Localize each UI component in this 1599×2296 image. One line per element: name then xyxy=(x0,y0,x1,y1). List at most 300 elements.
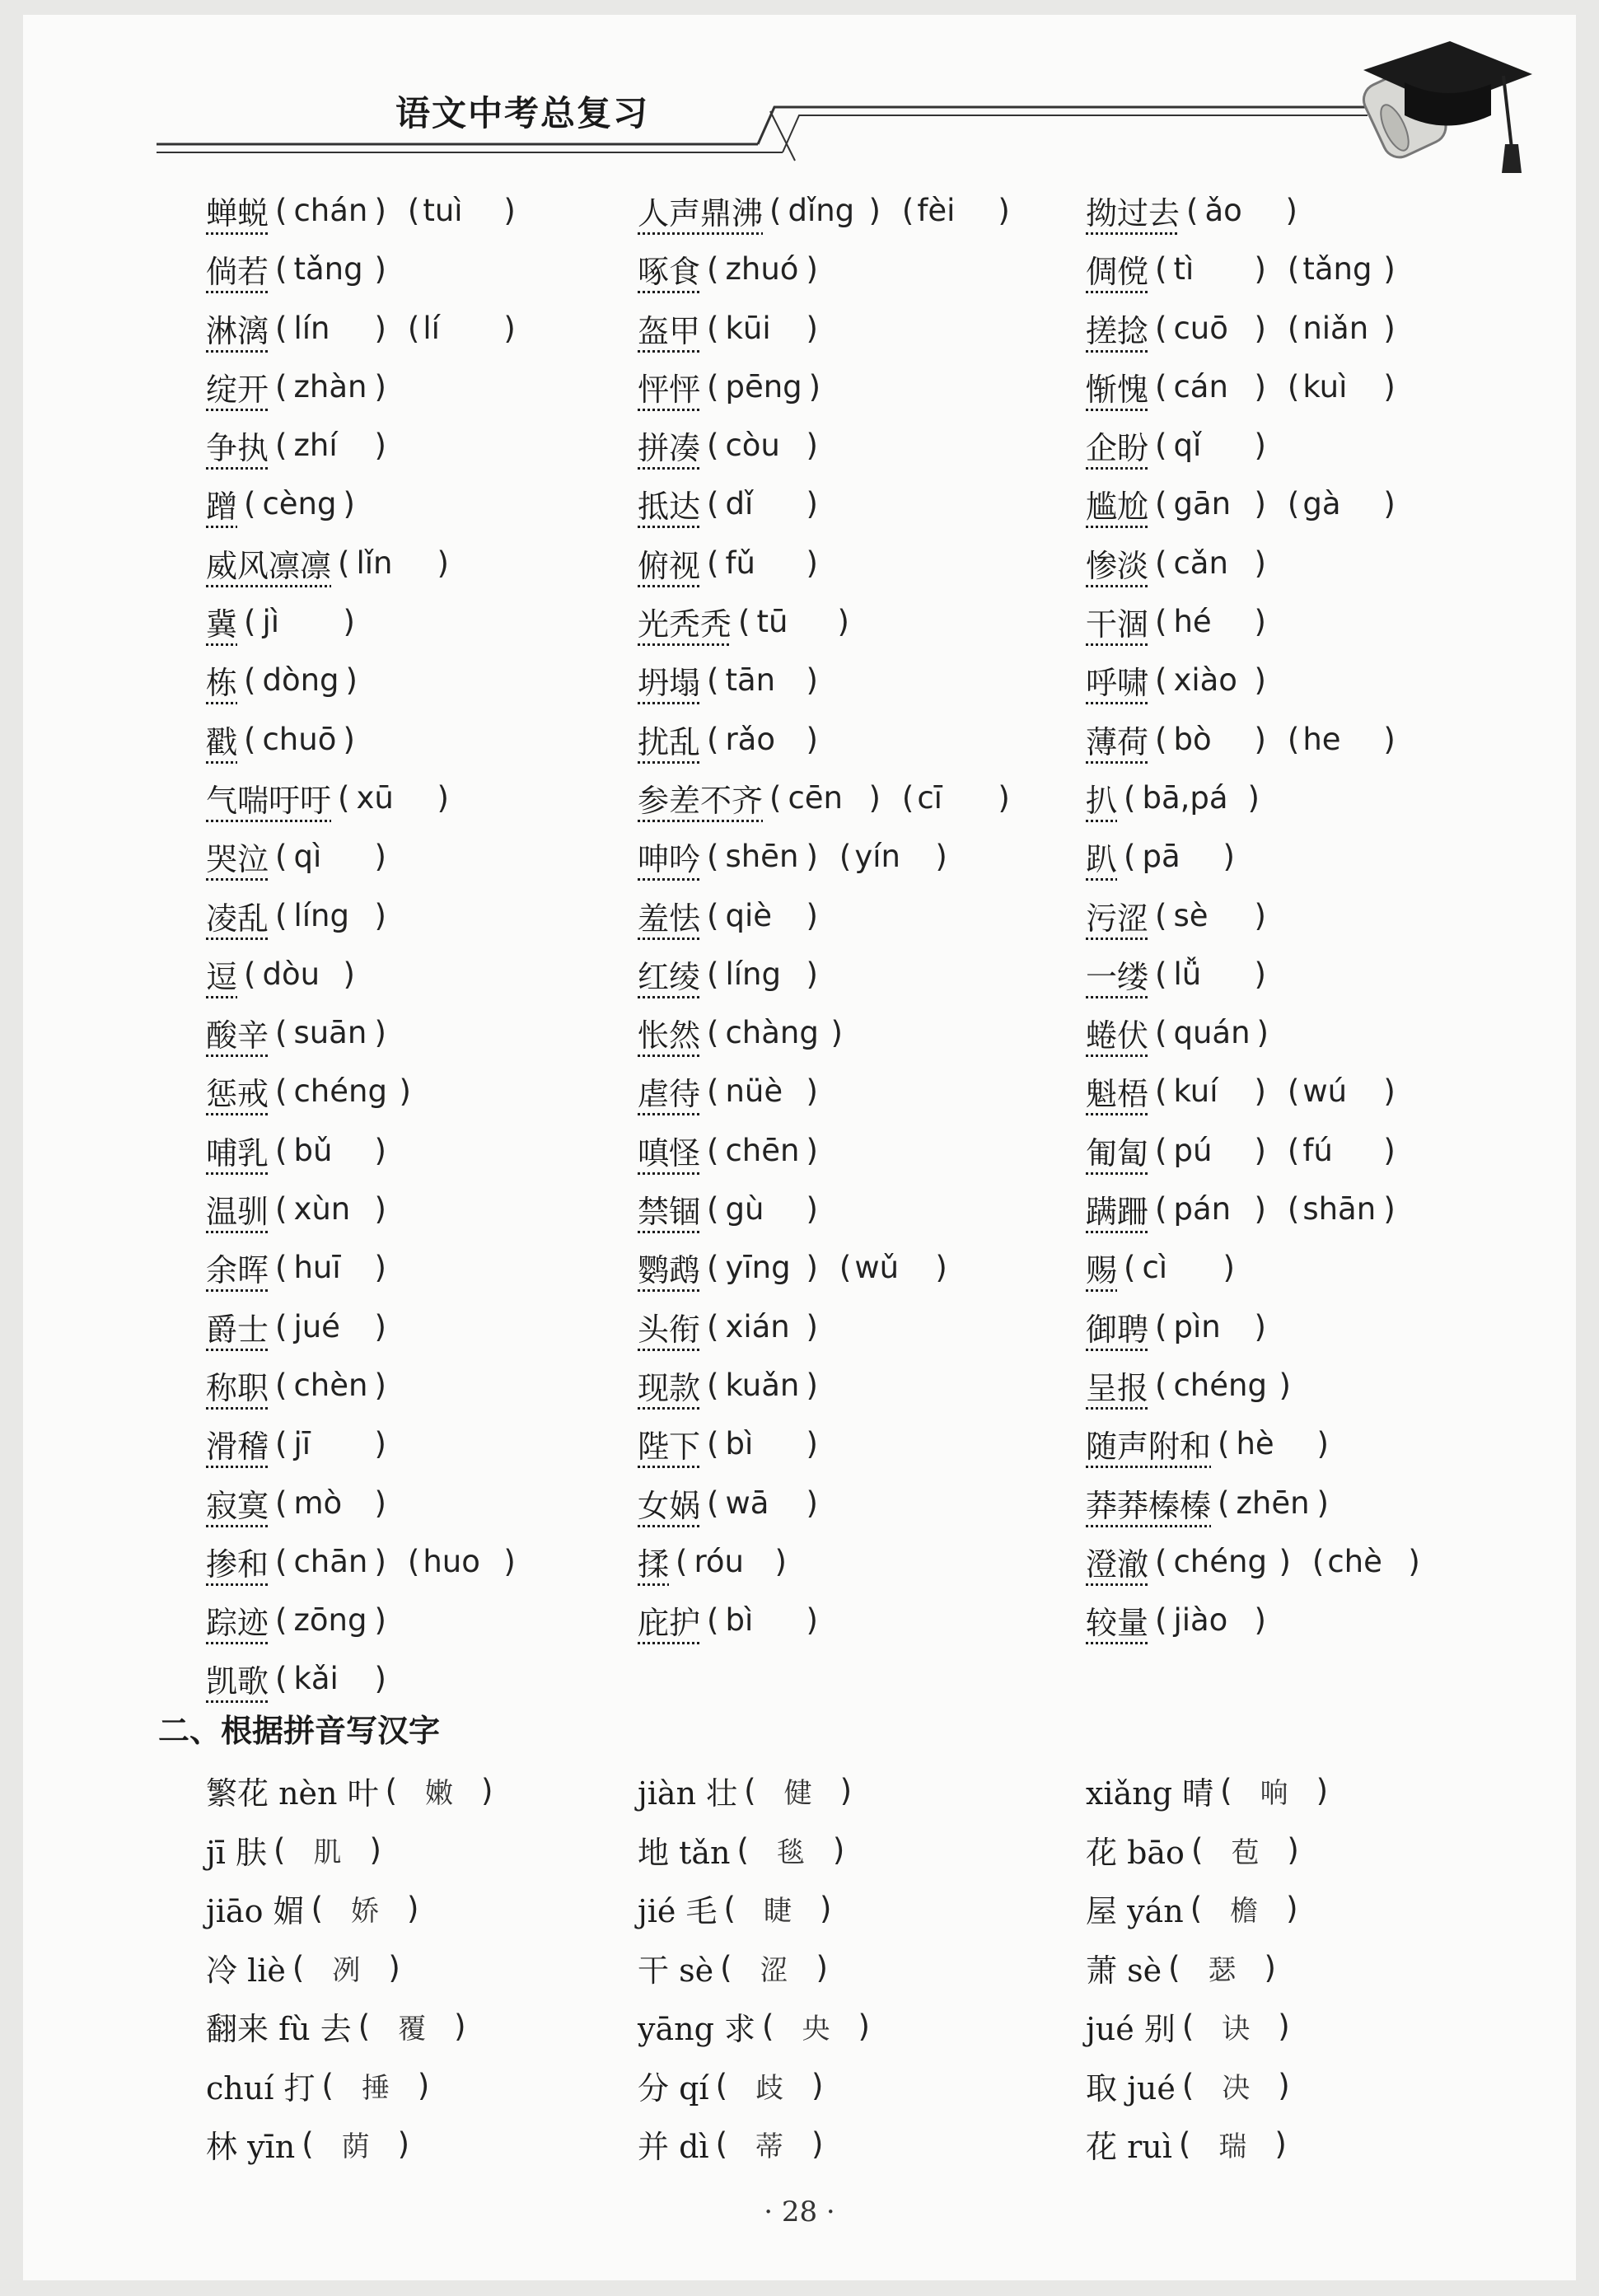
close-paren: ) xyxy=(1279,1543,1291,1579)
pinyin-answer: yīng xyxy=(725,1250,791,1286)
close-paren: ) xyxy=(374,428,386,464)
word-entry xyxy=(638,1003,849,1062)
close-paren: ) xyxy=(868,779,881,816)
word-entry xyxy=(1086,299,1402,358)
fill-entry xyxy=(638,1761,858,1820)
word-entry xyxy=(638,769,1017,827)
word-entry xyxy=(638,299,825,358)
open-paren: ( xyxy=(275,839,288,875)
pinyin-answer: róu xyxy=(694,1543,744,1579)
close-paren: ) xyxy=(374,1485,386,1521)
open-paren: ( xyxy=(407,1543,420,1579)
pinyin-answer: wú xyxy=(1302,1073,1348,1110)
close-paren: ) xyxy=(1316,1485,1329,1521)
close-paren: ) xyxy=(1254,368,1266,404)
pinyin-answer: huī xyxy=(293,1250,341,1286)
close-paren: ) xyxy=(343,721,355,757)
pinyin-answer: shān xyxy=(1302,1191,1377,1227)
close-paren: ) xyxy=(343,604,355,640)
pinyin-answer: chéng xyxy=(1173,1367,1267,1403)
fill-entry xyxy=(638,2115,830,2173)
list-row xyxy=(206,416,1524,475)
fill-entry xyxy=(1086,1997,1297,2055)
open-paren: ( xyxy=(1181,2008,1195,2044)
pinyin-answer: tān xyxy=(725,662,776,699)
pinyin-answer: yín xyxy=(854,839,900,875)
close-paren: ) xyxy=(374,310,386,346)
open-paren: ( xyxy=(1155,897,1167,933)
open-paren: ( xyxy=(707,545,719,581)
word-entry xyxy=(638,534,825,592)
fill-entry xyxy=(638,1821,851,1879)
pinyin-prompt: 萧 sè xyxy=(1086,1952,1162,1989)
open-paren: ( xyxy=(1190,1891,1203,1926)
word-text: 光秃秃 xyxy=(638,606,732,643)
word-entry xyxy=(206,1591,393,1649)
word-text: 凯歌 xyxy=(206,1663,269,1700)
word-entry xyxy=(1086,1474,1335,1532)
pinyin-prompt: 花 ruì xyxy=(1086,2129,1172,2165)
close-paren: ) xyxy=(1278,2067,1290,2103)
list-row xyxy=(206,710,1524,769)
fill-entry xyxy=(206,1938,407,1997)
close-paren: ) xyxy=(806,662,818,699)
open-paren: ( xyxy=(275,1308,288,1344)
close-paren: ) xyxy=(1383,251,1396,288)
word-entry xyxy=(206,1474,393,1532)
word-text: 抵达 xyxy=(638,489,701,526)
pinyin-answer: he xyxy=(1302,721,1341,757)
open-paren: ( xyxy=(720,1949,732,1985)
word-entry xyxy=(206,1238,393,1297)
pinyin-answer: shēn xyxy=(725,839,799,875)
word-text: 惨淡 xyxy=(1086,547,1149,584)
character-answer: 蒂 xyxy=(755,2130,783,2163)
pinyin-answer: cèng xyxy=(262,486,337,522)
close-paren: ) xyxy=(388,1949,400,1985)
word-text: 栋 xyxy=(206,665,238,702)
open-paren: ( xyxy=(274,1831,286,1868)
word-text: 蹭 xyxy=(206,489,238,526)
list-row xyxy=(206,1474,1524,1532)
open-paren: ( xyxy=(839,839,852,875)
page-number: · 28 · xyxy=(764,2195,835,2228)
word-text: 逗 xyxy=(206,958,238,995)
close-paren: ) xyxy=(1254,1191,1266,1227)
pinyin-answer: huo xyxy=(423,1543,480,1579)
open-paren: ( xyxy=(244,956,256,992)
word-entry xyxy=(1086,1298,1273,1356)
open-paren: ( xyxy=(275,1367,288,1403)
open-paren: ( xyxy=(707,897,719,933)
pinyin-answer: chàng xyxy=(725,1015,819,1051)
open-paren: ( xyxy=(1287,721,1300,757)
word-text: 凌乱 xyxy=(206,900,269,937)
word-entry xyxy=(1086,1532,1427,1591)
pinyin-answer: lǚ xyxy=(1173,956,1202,992)
open-paren: ( xyxy=(275,1073,288,1110)
open-paren: ( xyxy=(1287,310,1300,346)
pinyin-prompt: chuí 打 xyxy=(206,2069,316,2107)
open-paren: ( xyxy=(1181,2067,1195,2103)
word-entry xyxy=(206,240,393,298)
open-paren: ( xyxy=(1155,1543,1167,1579)
close-paren: ) xyxy=(837,604,849,640)
open-paren: ( xyxy=(385,1773,398,1808)
pinyin-answer: wǔ xyxy=(854,1250,900,1286)
character-answer: 瑟 xyxy=(1208,1953,1237,1987)
close-paren: ) xyxy=(806,1308,818,1344)
pinyin-answer: dǐng xyxy=(788,193,855,228)
pinyin-answer: tuì xyxy=(423,193,463,228)
pinyin-answer: zōng xyxy=(293,1602,367,1639)
close-paren: ) xyxy=(1279,1367,1291,1403)
pinyin-answer: zhēn xyxy=(1236,1485,1310,1521)
word-text: 虐待 xyxy=(638,1076,701,1113)
close-paren: ) xyxy=(806,1073,818,1110)
pinyin-answer: nüè xyxy=(725,1073,783,1110)
character-answer: 瑞 xyxy=(1218,2130,1247,2163)
open-paren: ( xyxy=(275,1602,288,1639)
pinyin-answer: lí xyxy=(423,310,440,346)
open-paren: ( xyxy=(1155,428,1167,464)
open-paren: ( xyxy=(707,310,719,346)
pinyin-answer: chéng xyxy=(293,1073,387,1110)
fill-entry xyxy=(638,2056,830,2115)
word-entry xyxy=(638,1180,825,1238)
pinyin-answer: gù xyxy=(725,1191,764,1227)
word-text: 怅然 xyxy=(638,1017,701,1054)
pinyin-answer: tū xyxy=(756,604,788,640)
pinyin-answer: jī xyxy=(293,1426,311,1462)
open-paren: ( xyxy=(1155,545,1167,581)
word-entry xyxy=(638,1474,825,1532)
open-paren: ( xyxy=(1218,1426,1230,1462)
list-row xyxy=(206,1415,1524,1473)
close-paren: ) xyxy=(397,2126,410,2162)
close-paren: ) xyxy=(830,1015,843,1051)
pinyin-prompt: 屋 yán xyxy=(1086,1893,1184,1929)
open-paren: ( xyxy=(707,1132,719,1168)
open-paren: ( xyxy=(1186,193,1199,228)
close-paren: ) xyxy=(1254,486,1266,522)
pinyin-answer: xū xyxy=(356,779,394,816)
word-entry xyxy=(638,475,825,533)
pinyin-prompt: jué 别 xyxy=(1086,2011,1176,2047)
fill-entry xyxy=(206,1879,425,1938)
pinyin-answer: qǐ xyxy=(1173,428,1202,464)
word-text: 薄荷 xyxy=(1086,723,1149,760)
open-paren: ( xyxy=(1155,251,1167,288)
close-paren: ) xyxy=(806,1602,818,1639)
word-entry xyxy=(206,299,522,358)
list-row xyxy=(206,1761,1524,1821)
close-paren: ) xyxy=(374,1191,386,1227)
open-paren: ( xyxy=(244,662,256,699)
fill-entry xyxy=(206,2115,416,2173)
word-entry xyxy=(638,1532,793,1591)
word-text: 掺和 xyxy=(206,1545,269,1583)
close-paren: ) xyxy=(374,251,386,288)
close-paren: ) xyxy=(1285,193,1297,228)
pinyin-answer: cì xyxy=(1142,1250,1168,1286)
word-entry xyxy=(206,534,456,592)
pinyin-answer: xián xyxy=(725,1308,790,1344)
close-paren: ) xyxy=(399,1073,411,1110)
word-text: 庇护 xyxy=(638,1605,701,1642)
close-paren: ) xyxy=(806,486,818,522)
open-paren: ( xyxy=(244,486,256,522)
close-paren: ) xyxy=(1316,1426,1329,1462)
character-answer: 娇 xyxy=(351,1895,379,1928)
word-text: 蝉蜕 xyxy=(206,195,269,231)
close-paren: ) xyxy=(343,956,355,992)
close-paren: ) xyxy=(1287,1831,1299,1868)
close-paren: ) xyxy=(1254,1602,1266,1639)
word-entry xyxy=(206,592,362,651)
word-text: 绽开 xyxy=(206,371,269,408)
word-entry xyxy=(1086,945,1273,1003)
word-text: 冀 xyxy=(206,606,238,643)
close-paren: ) xyxy=(374,1602,386,1639)
fill-entry xyxy=(638,1938,835,1997)
close-paren: ) xyxy=(1254,1073,1266,1110)
pinyin-answer: xùn xyxy=(293,1191,351,1227)
open-paren: ( xyxy=(338,779,350,816)
close-paren: ) xyxy=(806,1132,818,1168)
open-paren: ( xyxy=(738,604,750,640)
word-entry xyxy=(206,886,393,945)
word-text: 淋漓 xyxy=(206,312,269,349)
word-entry xyxy=(638,416,825,475)
pinyin-answer: bā,pá xyxy=(1142,779,1228,816)
word-text: 污涩 xyxy=(1086,900,1149,937)
fill-entry xyxy=(206,1997,473,2055)
word-text: 干涸 xyxy=(1086,606,1149,643)
fill-entry xyxy=(638,1997,877,2055)
open-paren: ( xyxy=(715,2126,727,2162)
word-text: 禁锢 xyxy=(638,1194,701,1231)
open-paren: ( xyxy=(901,193,914,228)
open-paren: ( xyxy=(707,368,719,404)
open-paren: ( xyxy=(707,1015,719,1051)
open-paren: ( xyxy=(275,193,288,228)
close-paren: ) xyxy=(1254,662,1266,699)
header-title: 语文中考总复习 xyxy=(395,93,650,133)
pinyin-answer: quán xyxy=(1173,1015,1251,1051)
word-entry xyxy=(638,1298,825,1356)
open-paren: ( xyxy=(275,1485,288,1521)
pinyin-answer: jué xyxy=(293,1308,340,1344)
close-paren: ) xyxy=(1278,2008,1290,2044)
pinyin-answer: kuí xyxy=(1173,1073,1218,1110)
pinyin-answer: mò xyxy=(293,1485,343,1521)
close-paren: ) xyxy=(1383,1073,1396,1110)
open-paren: ( xyxy=(1124,1250,1136,1286)
pinyin-prompt: 花 bāo xyxy=(1086,1834,1185,1871)
list-row xyxy=(206,827,1524,886)
close-paren: ) xyxy=(808,368,821,404)
list-row xyxy=(206,534,1524,592)
section-title: 二、根据拼音写汉字 xyxy=(158,1712,441,1749)
word-entry xyxy=(638,1415,825,1473)
pinyin-answer: pā xyxy=(1142,839,1181,875)
open-paren: ( xyxy=(275,310,288,346)
word-entry xyxy=(206,181,522,240)
list-row xyxy=(206,1591,1524,1649)
pinyin-answer: jiào xyxy=(1173,1602,1228,1639)
word-entry xyxy=(638,1121,825,1180)
word-entry xyxy=(206,1298,393,1356)
word-text: 匍匐 xyxy=(1086,1134,1149,1171)
open-paren: ( xyxy=(1155,1308,1167,1344)
close-paren: ) xyxy=(1254,251,1266,288)
open-paren: ( xyxy=(407,193,420,228)
word-entry xyxy=(206,651,364,709)
open-paren: ( xyxy=(715,2067,727,2103)
word-entry xyxy=(1086,1003,1275,1062)
open-paren: ( xyxy=(707,956,719,992)
list-row xyxy=(206,240,1524,298)
open-paren: ( xyxy=(275,368,288,404)
open-paren: ( xyxy=(1124,839,1136,875)
word-entry xyxy=(206,945,362,1003)
close-paren: ) xyxy=(868,193,881,228)
pinyin-answer: qì xyxy=(293,839,322,875)
pinyin-prompt: 繁花 nèn 叶 xyxy=(206,1775,379,1812)
close-paren: ) xyxy=(1383,1132,1396,1168)
character-answer: 捶 xyxy=(361,2071,390,2105)
pinyin-answer: còu xyxy=(725,428,780,464)
open-paren: ( xyxy=(1155,368,1167,404)
word-text: 惩戒 xyxy=(206,1076,269,1113)
fill-entry xyxy=(1086,1761,1335,1820)
pinyin-answer: lǐn xyxy=(356,545,393,581)
list-row xyxy=(206,1238,1524,1297)
pinyin-answer: hè xyxy=(1236,1426,1274,1462)
fill-entry xyxy=(638,1879,838,1938)
open-paren: ( xyxy=(707,428,719,464)
close-paren: ) xyxy=(503,310,516,346)
word-entry xyxy=(1086,534,1273,592)
close-paren: ) xyxy=(839,1773,853,1808)
list-row xyxy=(206,1997,1524,2056)
open-paren: ( xyxy=(1218,1485,1230,1521)
character-answer: 覆 xyxy=(398,2013,427,2046)
open-paren: ( xyxy=(244,721,256,757)
word-text: 倘若 xyxy=(206,254,269,291)
pinyin-answer: cī xyxy=(917,779,942,816)
pinyin-answer: fèi xyxy=(917,193,956,228)
close-paren: ) xyxy=(816,1949,828,1985)
word-text: 威风凛凛 xyxy=(206,547,332,584)
open-paren: ( xyxy=(1155,486,1167,522)
write-characters-list xyxy=(206,1761,1524,2174)
word-text: 趴 xyxy=(1086,841,1118,878)
word-entry xyxy=(638,1238,954,1297)
word-entry xyxy=(638,886,825,945)
close-paren: ) xyxy=(1254,428,1266,464)
word-text: 御聘 xyxy=(1086,1311,1149,1348)
close-paren: ) xyxy=(1254,604,1266,640)
open-paren: ( xyxy=(707,486,719,522)
word-entry xyxy=(206,710,362,769)
fill-entry xyxy=(1086,1938,1283,1997)
pinyin-answer: niǎn xyxy=(1302,310,1369,346)
word-text: 头衔 xyxy=(638,1311,701,1348)
pinyin-prompt: 干 sè xyxy=(638,1952,714,1989)
close-paren: ) xyxy=(1274,2126,1287,2162)
list-row xyxy=(206,1879,1524,1938)
close-paren: ) xyxy=(998,779,1010,816)
pinyin-prompt: 地 tǎn xyxy=(638,1834,731,1871)
word-entry xyxy=(638,181,1017,240)
pinyin-answer: bì xyxy=(725,1426,754,1462)
list-row xyxy=(206,2056,1524,2116)
list-row xyxy=(206,1532,1524,1591)
open-paren: ( xyxy=(707,1485,719,1521)
list-row xyxy=(206,651,1524,709)
pinyin-answer: gà xyxy=(1302,486,1341,522)
close-paren: ) xyxy=(343,486,355,522)
open-paren: ( xyxy=(707,1367,719,1403)
pinyin-prompt: 取 jué xyxy=(1086,2069,1176,2107)
pinyin-answer: hé xyxy=(1173,604,1212,640)
open-paren: ( xyxy=(244,604,256,640)
close-paren: ) xyxy=(1383,721,1396,757)
close-paren: ) xyxy=(374,897,386,933)
list-row xyxy=(206,181,1524,240)
word-entry xyxy=(1086,1591,1273,1649)
close-paren: ) xyxy=(1383,1191,1396,1227)
list-row xyxy=(206,945,1524,1003)
header-rule xyxy=(148,82,1400,173)
pinyin-prompt: 林 yīn xyxy=(206,2129,296,2165)
list-row xyxy=(206,1298,1524,1356)
word-text: 一缕 xyxy=(1086,958,1149,995)
fill-entry xyxy=(206,1761,499,1820)
word-entry xyxy=(1086,592,1273,651)
pinyin-answer: líng xyxy=(725,956,781,992)
character-answer: 嫩 xyxy=(425,1777,454,1810)
close-paren: ) xyxy=(1254,545,1266,581)
word-text: 魁梧 xyxy=(1086,1076,1149,1113)
open-paren: ( xyxy=(1155,604,1167,640)
open-paren: ( xyxy=(1155,1191,1167,1227)
character-answer: 诀 xyxy=(1222,2013,1251,2046)
pinyin-answer: kūi xyxy=(725,310,771,346)
word-entry xyxy=(206,475,362,533)
close-paren: ) xyxy=(1286,1891,1298,1926)
open-paren: ( xyxy=(1287,1132,1300,1168)
open-paren: ( xyxy=(707,721,719,757)
open-paren: ( xyxy=(1155,956,1167,992)
word-entry xyxy=(206,1121,393,1180)
close-paren: ) xyxy=(935,839,947,875)
open-paren: ( xyxy=(275,1661,288,1697)
word-text: 搓捻 xyxy=(1086,312,1149,349)
pinyin-prompt: 翻来 fù 去 xyxy=(206,2011,352,2047)
character-answer: 冽 xyxy=(332,1953,361,1987)
close-paren: ) xyxy=(806,1191,818,1227)
word-entry xyxy=(206,1649,393,1708)
close-paren: ) xyxy=(1247,779,1260,816)
open-paren: ( xyxy=(1287,1073,1300,1110)
open-paren: ( xyxy=(275,1543,288,1579)
graduation-cap-icon xyxy=(1347,25,1536,181)
open-paren: ( xyxy=(302,2126,314,2162)
pinyin-answer: chuō xyxy=(262,721,337,757)
